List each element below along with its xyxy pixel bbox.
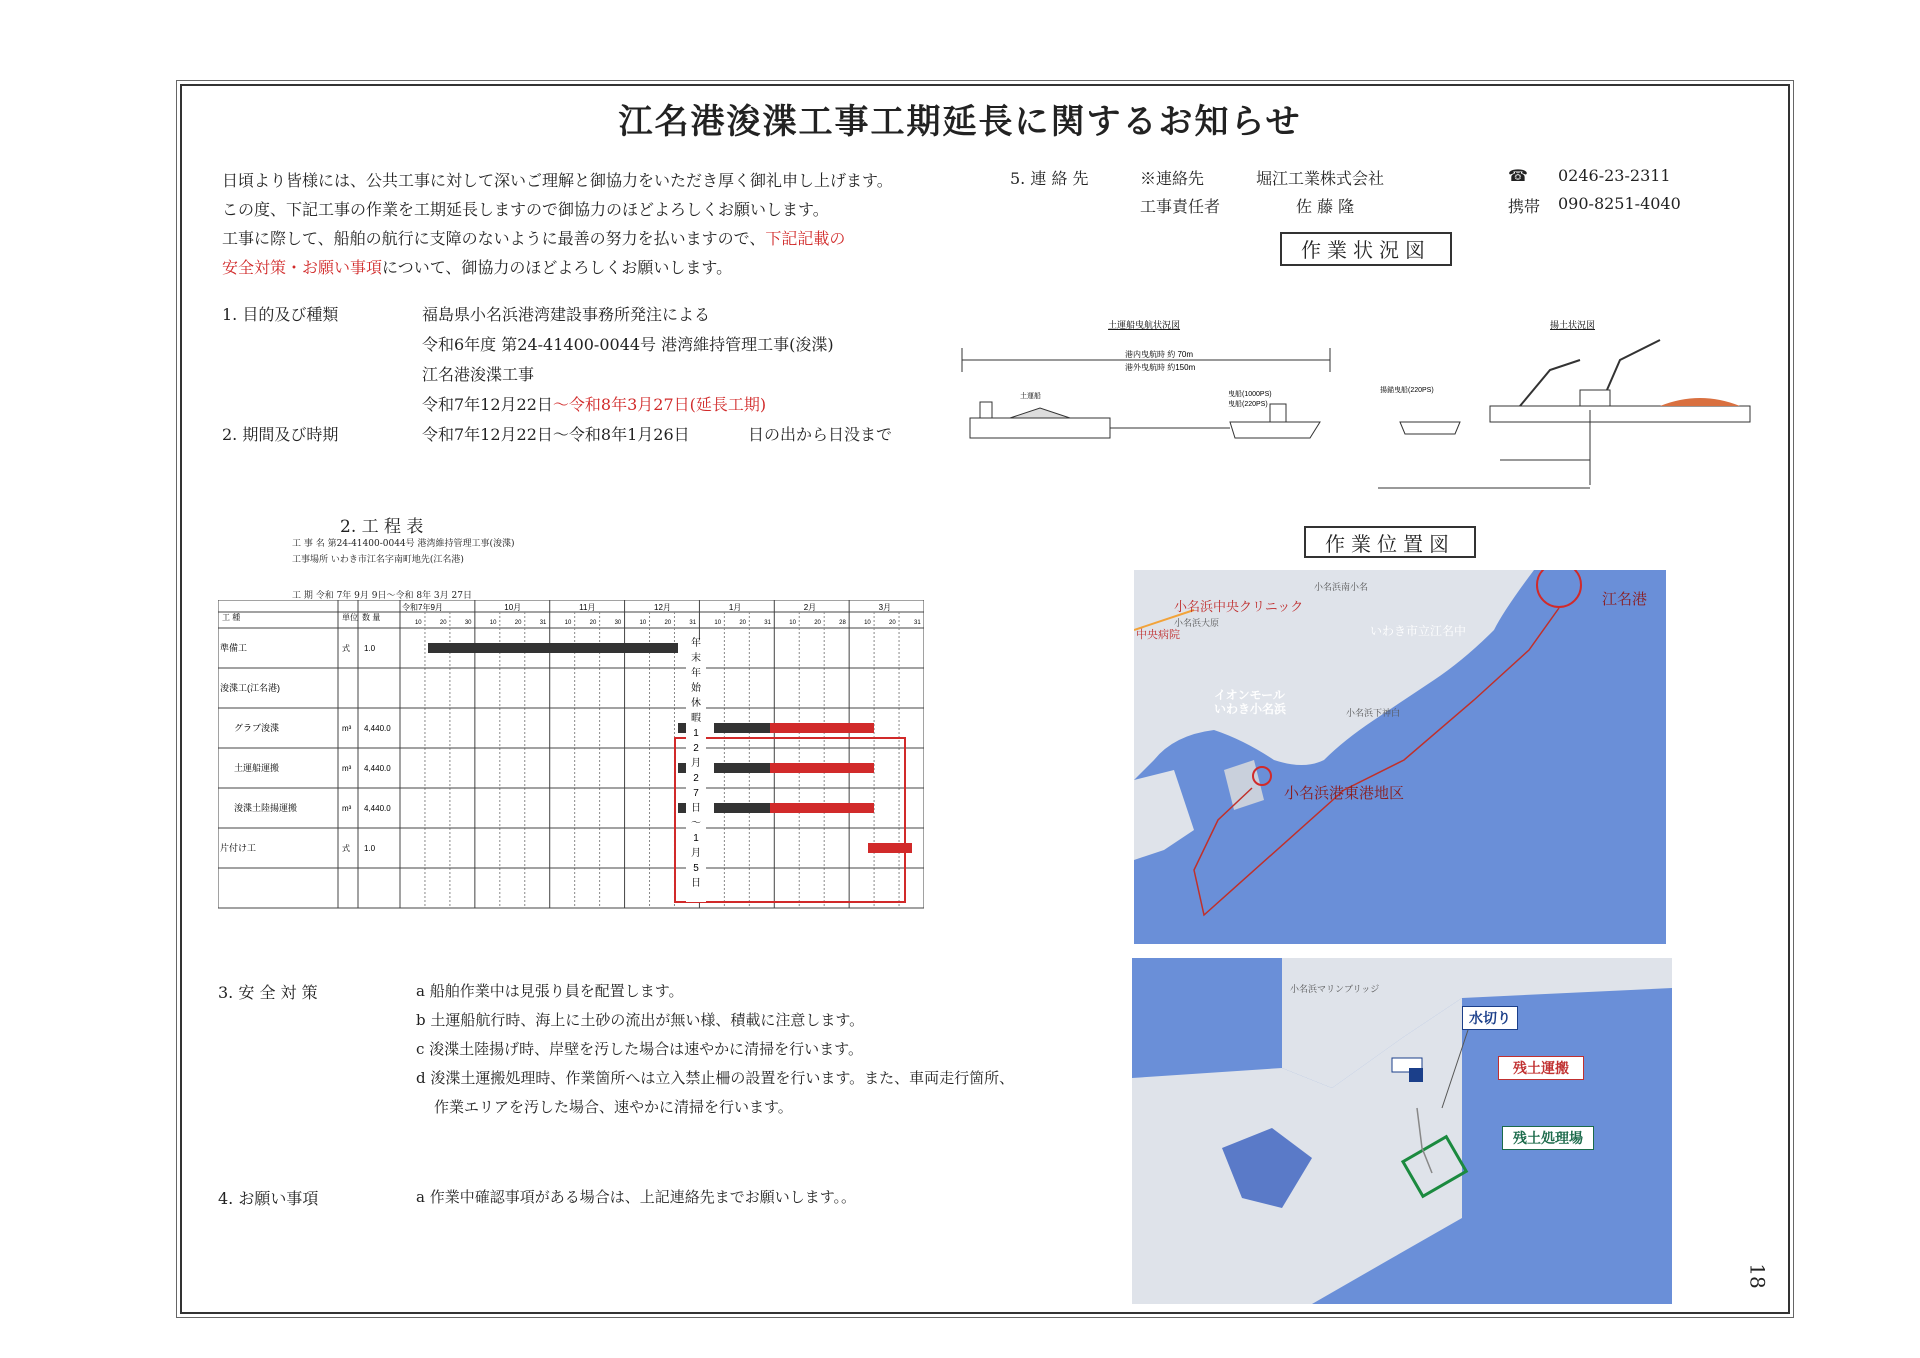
- bar-extension: [770, 723, 874, 733]
- gantt-month-label: 2月: [803, 603, 817, 612]
- holiday-note-char: 1: [693, 833, 699, 844]
- section2-label: 2. 期間及び時期: [222, 425, 339, 444]
- gantt-month-label: 11月: [579, 603, 596, 612]
- section1-line1: 福島県小名浜港湾建設事務所発注による: [422, 305, 711, 324]
- gantt-tick-label: 10: [564, 620, 572, 626]
- gantt-tick-label: 10: [639, 620, 647, 626]
- gantt-tick-label: 20: [439, 620, 447, 626]
- page-number: 18: [1745, 1263, 1770, 1289]
- holiday-note-char: 7: [693, 788, 699, 799]
- aeon-label-2: いわき小名浜: [1214, 702, 1287, 716]
- page-title: 江名港浚渫工事工期延長に関するお知らせ: [618, 102, 1302, 142]
- gantt-tick-label: 31: [539, 620, 547, 626]
- tug2-label: 曳船(220PS): [1228, 401, 1268, 408]
- contact-label: ※連絡先: [1140, 169, 1205, 188]
- gantt-row-unit: m³: [342, 804, 352, 813]
- gantt-row-qty: 1.0: [364, 844, 376, 853]
- diagram-right-title: 揚土状況図: [1550, 320, 1596, 330]
- work-location-label: 作業位置図: [1304, 526, 1476, 558]
- intro-line-4: 安全対策・お願い事項について、御協力のほどよろしくお願いします。: [222, 258, 733, 277]
- safety-c: c 浚渫土陸揚げ時、岸壁を汚した場合は速やかに清掃を行います。: [416, 1040, 863, 1058]
- gantt-header-label: 数 量: [362, 613, 381, 622]
- holiday-note-char: 暇: [691, 713, 701, 724]
- holiday-note-char: 年: [691, 638, 701, 649]
- gantt-tick-label: 20: [889, 620, 896, 626]
- gantt-tick-label: 30: [464, 620, 472, 626]
- gantt-tick-label: 31: [914, 620, 921, 626]
- phone-icon: ☎: [1508, 166, 1528, 185]
- intro-text: [222, 166, 893, 282]
- manager-label: 工事責任者: [1140, 197, 1221, 216]
- gantt-month-label: 1月: [728, 603, 742, 612]
- area-label-2: 小名浜大原: [1174, 618, 1220, 628]
- mobile-number: 090-8251-4040: [1558, 194, 1681, 213]
- soil-disposal-label: 残土処理場: [1502, 1126, 1594, 1150]
- extension-highlight-box: [675, 738, 905, 902]
- clinic-label: 小名浜中央クリニック: [1174, 599, 1304, 614]
- safety-b: b 土運船航行時、海上に土砂の流出が無い様、積載に注意します。: [416, 1011, 865, 1029]
- holiday-note-char: ～: [691, 818, 701, 829]
- gantt-row-qty: 4,440.0: [364, 804, 391, 813]
- manager-name: 佐 藤 隆: [1296, 197, 1355, 216]
- section5-label: 5. 連 絡 先: [1010, 169, 1089, 188]
- bar-preparation: [428, 643, 678, 653]
- gantt-header-label: 工 種: [222, 613, 241, 622]
- gantt-tick-label: 30: [614, 620, 622, 626]
- gantt-header-label: 単位: [342, 613, 358, 622]
- gantt-month-label: 12月: [654, 603, 671, 612]
- schedule-work-name: 工 事 名 第24-41400-0044号 港湾維持管理工事(浚渫): [292, 539, 515, 549]
- holiday-note-char: 始: [691, 683, 701, 694]
- safety-d-line2: 作業エリアを汚した場合、速やかに清掃を行います。: [434, 1098, 793, 1116]
- gantt-row-qty: 4,440.0: [364, 764, 391, 773]
- phone-number: 0246-23-2311: [1558, 166, 1671, 185]
- safety-a: a 船舶作業中は見張り員を配置します。: [416, 982, 684, 1000]
- gantt-row-name: 土運船運搬: [234, 763, 280, 773]
- gantt-row-name: グラブ浚渫: [234, 723, 280, 733]
- gantt-row-name: 準備工: [220, 643, 248, 653]
- section1-label: 1. 目的及び種類: [222, 305, 339, 324]
- gantt-row-unit: m³: [342, 764, 352, 773]
- company-name: 堀江工業株式会社: [1256, 169, 1385, 188]
- gantt-tick-label: 10: [489, 620, 497, 626]
- schedule-title: 2. 工 程 表: [340, 517, 424, 537]
- left-vessel-label: 土運船: [1020, 393, 1041, 400]
- work-status-label: 作業状況図: [1280, 232, 1452, 266]
- holiday-note-char: 5: [693, 863, 699, 874]
- diagram-left-title: 土運船曳航状況図: [1108, 320, 1181, 330]
- section2-hours: 日の出から日没まで: [748, 425, 893, 444]
- schedule-period: 工 期 令和 7年 9月 9日～令和 8年 3月 27日: [292, 591, 472, 601]
- location-map: [1134, 570, 1666, 944]
- mobile-label: 携帯: [1508, 197, 1541, 216]
- gantt-tick-label: 20: [814, 620, 821, 626]
- intro-line-3: 工事に際して、船舶の航行に支障のないように最善の努力を払いますので、下記記載の: [222, 229, 846, 248]
- bar-extension: [770, 763, 874, 773]
- gantt-tick-label: 10: [789, 620, 796, 626]
- request-a: a 作業中確認事項がある場合は、上記連絡先までお願いします。。: [416, 1188, 857, 1206]
- gantt-tick-label: 20: [739, 620, 747, 626]
- gantt-row-name: 浚渫工(江名港): [220, 683, 280, 693]
- section3-label: 3. 安 全 対 策: [218, 983, 318, 1002]
- gantt-tick-label: 10: [714, 620, 722, 626]
- gantt-tick-label: 10: [414, 620, 422, 626]
- holiday-note-char: 休: [691, 698, 701, 709]
- section1-line3: 江名港浚渫工事: [422, 365, 535, 384]
- gantt-row-name: 片付け工: [220, 843, 257, 853]
- work-status-diagram: [960, 310, 1780, 520]
- holiday-note-char: 日: [691, 803, 701, 814]
- area-label-3: 小名浜下神白: [1346, 708, 1401, 718]
- outer-distance: 港外曳航時 約150m: [1125, 363, 1196, 372]
- intro-line-1: 日頃より皆様には、公共工事に対して深いご理解と御協力をいただき厚く御礼申し上げます。: [222, 171, 893, 190]
- bar-dark: [714, 803, 770, 813]
- gantt-row-qty: 1.0: [364, 644, 376, 653]
- area-label-1: 小名浜南小名: [1314, 582, 1369, 592]
- hospital-label: 中央病院: [1136, 629, 1180, 641]
- gantt-row-name: 浚渫土陸揚運搬: [234, 803, 298, 813]
- gantt-tick-label: 20: [589, 620, 597, 626]
- schedule-site: 工事場所 いわき市江名字南町地先(江名港): [292, 555, 464, 565]
- safety-d-line1: d 浚渫土運搬処理時、作業箇所へは立入禁止柵の設置を行います。また、車両走行箇所、: [416, 1069, 1015, 1087]
- soil-transport-label: 残土運搬: [1498, 1056, 1584, 1080]
- holiday-note-char: 月: [691, 758, 701, 769]
- support-label: 揚錨曳船(220PS): [1380, 387, 1434, 394]
- gantt-tick-label: 31: [764, 620, 771, 626]
- holiday-note-char: 日: [691, 878, 701, 889]
- gantt-row-unit: 式: [342, 644, 350, 653]
- gantt-month-label: 10月: [504, 603, 522, 612]
- onahama-label: 小名浜港東港地区: [1284, 785, 1405, 802]
- gantt-row-unit: m³: [342, 724, 352, 733]
- tug1-label: 曳船(1000PS): [1228, 391, 1272, 398]
- bar-dark: [714, 763, 770, 773]
- gantt-row-qty: 4,440.0: [364, 724, 391, 733]
- gantt-tick-label: 10: [864, 620, 871, 626]
- section1-line2: 令和6年度 第24-41400-0044号 港湾維持管理工事(浚渫): [422, 335, 834, 354]
- holiday-note-char: 末: [691, 653, 701, 664]
- gantt-tick-label: 28: [839, 620, 846, 626]
- bridge-label: 小名浜マリンブリッジ: [1290, 984, 1380, 994]
- ena-port-label: 江名港: [1602, 591, 1648, 608]
- gantt-month-label: 3月: [878, 603, 892, 612]
- detail-map: [1132, 958, 1672, 1304]
- gantt-tick-label: 20: [514, 620, 522, 626]
- holiday-note-char: 2: [693, 773, 699, 784]
- gantt-month-label: 令和7年9月: [402, 603, 443, 612]
- section2-period: 令和7年12月22日～令和8年1月26日: [422, 425, 690, 444]
- holiday-note-char: 月: [691, 848, 701, 859]
- aeon-label-1: イオンモール: [1214, 688, 1285, 702]
- inner-distance: 港内曳航時 約 70m: [1125, 350, 1194, 359]
- gantt-tick-label: 20: [664, 620, 672, 626]
- holiday-note-char: 2: [693, 743, 699, 754]
- gantt-row-unit: 式: [342, 844, 350, 853]
- school-label: いわき市立江名中: [1370, 624, 1467, 638]
- holiday-note-char: 1: [693, 728, 699, 739]
- intro-line-2: この度、下記工事の作業を工期延長しますので御協力のほどよろしくお願いします。: [222, 200, 829, 219]
- bar-dark: [714, 723, 770, 733]
- holiday-note-char: 年: [691, 668, 701, 679]
- bar-extension: [770, 803, 874, 813]
- mizukiri-label: 水切り: [1462, 1006, 1518, 1030]
- section1-line4: 令和7年12月22日～令和8年3月27日(延長工期): [422, 395, 767, 414]
- section4-label: 4. お願い事項: [218, 1189, 319, 1208]
- gantt-tick-label: 31: [689, 620, 697, 626]
- gantt-chart: [218, 600, 924, 912]
